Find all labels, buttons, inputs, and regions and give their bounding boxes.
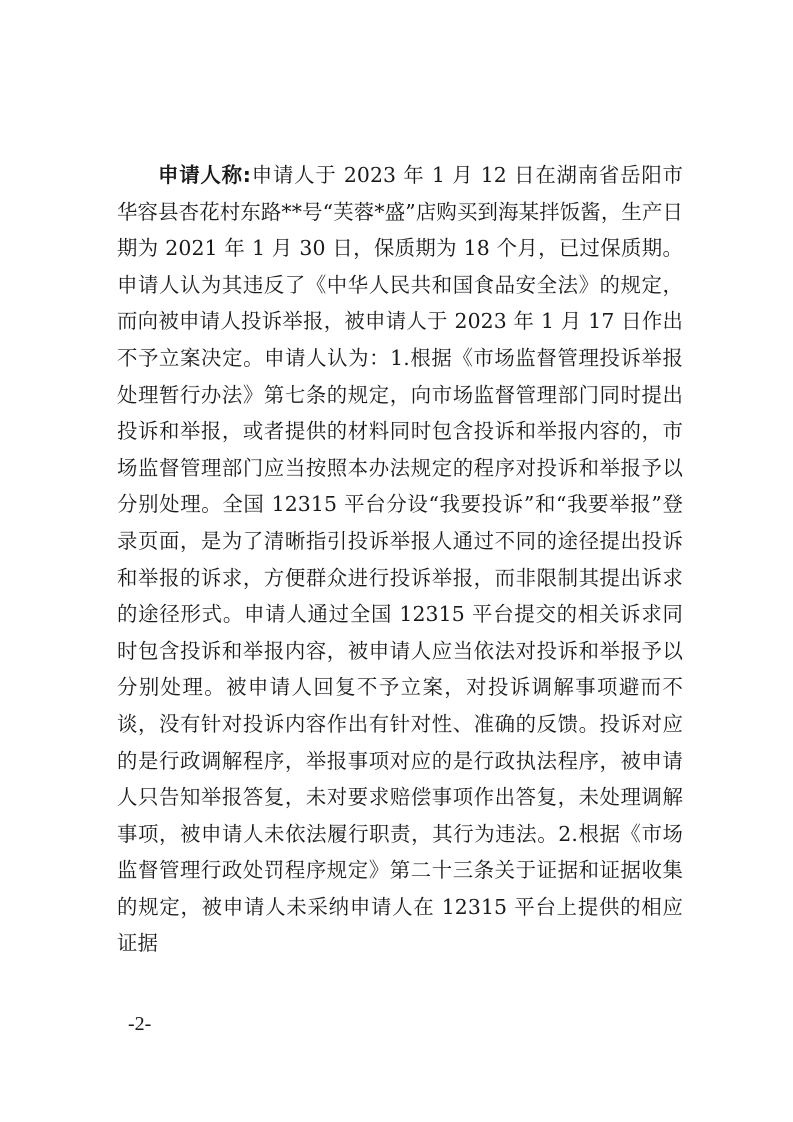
- page-number: -2-: [128, 1013, 152, 1035]
- paragraph-text: 申请人于 2023 年 1 月 12 日在湖南省岳阳市华容县杏花村东路**号“芙蓉*盛”店购买到海某拌饭酱，生产日期为 2021 年 1 月 30 日，保质期为 18 个月，已过保质期。申请人认为其违反了《中华人民共和国食品安全法》的规定，而向被申请人投诉举报，被申请人于 2023 年 1 月 17 日作出不予立案决定。申请人认为：1.根据《市场监督管理投诉举报处理暂行办法》第七条的规定，向市场监督管理部门同时提出投诉和举报，或者提供的材料同时包含投诉和举报内容的，市场监督管理部门应当按照本办法规定的程序对投诉和举报予以分别处理。全国 12315 平台分设“我要投诉”和“我要举报”登录页面，是为了清晰指引投诉举报人通过不同的途径提出投诉和举报的诉求，方便群众进行投诉举报，而非限制其提出诉求的途径形式。申请人通过全国 12315 平台提交的相关诉求同时包含投诉和举报内容，被申请人应当依法对投诉和举报予以分别处理。被申请人回复不予立案，对投诉调解事项避而不谈，没有针对投诉内容作出有针对性、准确的反馈。投诉对应的是行政调解程序，举报事项对应的是行政执法程序，被申请人只告知举报答复，未对要求赔偿事项作出答复，未处理调解事项，被申请人未依法履行职责，其行为违法。2.根据《市场监督管理行政处罚程序规定》第二十三条关于证据和证据收集的规定，被申请人未采纳申请人在 12315 平台上提供的相应证据: [117, 163, 684, 956]
- body-paragraph: [117, 157, 683, 962]
- lead-label: 申请人称:: [158, 163, 252, 187]
